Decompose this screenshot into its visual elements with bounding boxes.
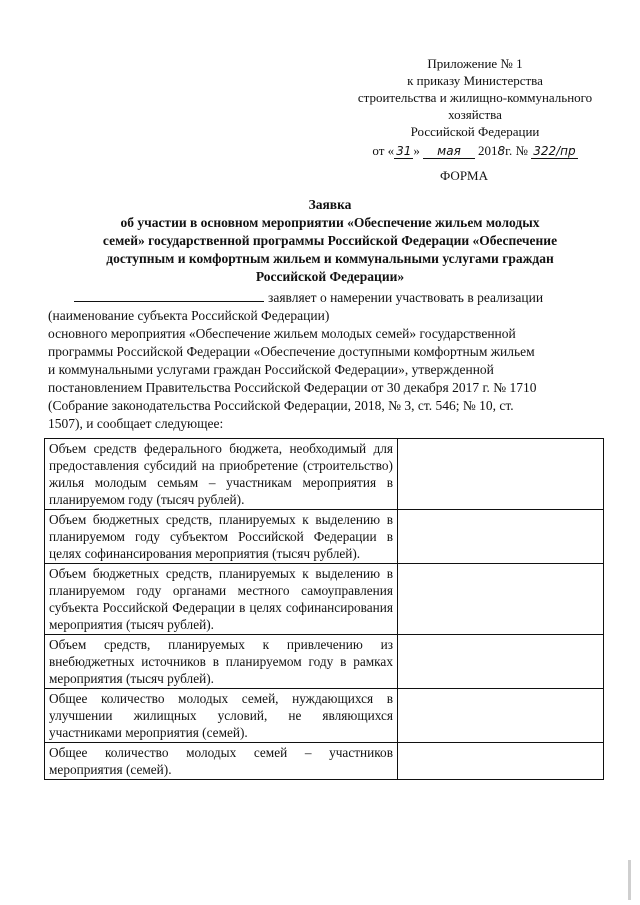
intro-line: 1507), и сообщает следующее: xyxy=(48,416,224,431)
table-row xyxy=(45,510,604,564)
document-title xyxy=(62,196,598,286)
intro-first-line xyxy=(48,289,596,307)
row-label: Объем средств федерального бюджета, необходимый для предоставления субсидий на приобретение (строительство) жилья молодым семьям – участникам мероприятия в планируемом году (тысяч рублей). xyxy=(45,439,398,510)
number-prefix: г. № xyxy=(505,143,528,158)
row-value-cell[interactable] xyxy=(397,743,603,780)
scan-edge-mark xyxy=(628,860,631,900)
form-label: ФОРМА xyxy=(440,168,488,183)
appendix-line: Приложение № 1 xyxy=(427,56,523,71)
table-row xyxy=(45,689,604,743)
row-value-cell[interactable] xyxy=(397,564,603,635)
intro-text: заявляет о намерении участвовать в реализации xyxy=(268,290,544,305)
date-month-handwritten: мая xyxy=(423,144,475,159)
row-value-cell[interactable] xyxy=(397,689,603,743)
order-number-handwritten: 322/пр xyxy=(533,144,576,158)
title-line: доступным и комфортным жильем и коммунальными услугами граждан xyxy=(106,251,554,266)
region-name-note: (наименование субъекта Российской Федерации) xyxy=(48,308,330,323)
date-prefix: от « xyxy=(372,143,395,158)
intro-line: и коммунальными услугами граждан Российской Федерации», утвержденной xyxy=(48,362,494,377)
appendix-line: Российской Федерации xyxy=(410,124,540,139)
title-line: семей» государственной программы Российской Федерации «Обеспечение xyxy=(102,233,558,248)
date-year-handwritten: 8 xyxy=(497,144,506,158)
intro-line: постановлением Правительства Российской Федерации от 30 декабря 2017 г. № 1710 xyxy=(48,380,537,395)
intro-line: основного мероприятия «Обеспечение жильем молодых семей» государственной xyxy=(48,326,516,341)
row-label: Общее количество молодых семей – участников мероприятия (семей). xyxy=(45,743,398,780)
row-label: Объем бюджетных средств, планируемых к выделению в планируемом году органами местного самоуправления субъекта Российской Федерации в целях софинансирования мероприятия (тысяч рублей). xyxy=(45,564,398,635)
appendix-line: хозяйства xyxy=(448,107,502,122)
intro-line: (Собрание законодательства Российской Федерации, 2018, № 3, ст. 546; № 10, ст. xyxy=(48,398,514,413)
table-row xyxy=(45,635,604,689)
table-row xyxy=(45,564,604,635)
appendix-date-line xyxy=(340,142,610,160)
row-value-cell[interactable] xyxy=(397,510,603,564)
appendix-line: к приказу Министерства xyxy=(407,73,543,88)
date-year-prefix: 201 xyxy=(478,143,498,158)
row-value-cell[interactable] xyxy=(397,439,603,510)
title-line: Российской Федерации» xyxy=(255,269,405,284)
date-day-handwritten: 31 xyxy=(396,144,412,158)
row-label: Объем средств, планируемых к привлечению из внебюджетных источников в планируемом году в рамках мероприятия (тысяч рублей). xyxy=(45,635,398,689)
region-name-blank[interactable] xyxy=(74,289,264,302)
table-row xyxy=(45,439,604,510)
row-label: Объем бюджетных средств, планируемых к выделению в планируемом году субъектом Российской Федерации в целях софинансирования мероприятия (тысяч рублей). xyxy=(45,510,398,564)
application-table xyxy=(44,438,604,780)
intro-paragraph xyxy=(48,289,596,433)
intro-line: программы Российской Федерации «Обеспечение доступными комфортным жильем xyxy=(48,344,535,359)
title-heading: Заявка xyxy=(308,197,352,212)
appendix-line: строительства и жилищно-коммунального xyxy=(357,90,593,105)
title-line: об участии в основном мероприятии «Обеспечение жильем молодых xyxy=(120,215,540,230)
appendix-block xyxy=(340,55,610,160)
date-mid: » xyxy=(413,143,420,158)
table-row xyxy=(45,743,604,780)
row-value-cell[interactable] xyxy=(397,635,603,689)
row-label: Общее количество молодых семей, нуждающихся в улучшении жилищных условий, не являющихся участниками мероприятия (семей). xyxy=(45,689,398,743)
